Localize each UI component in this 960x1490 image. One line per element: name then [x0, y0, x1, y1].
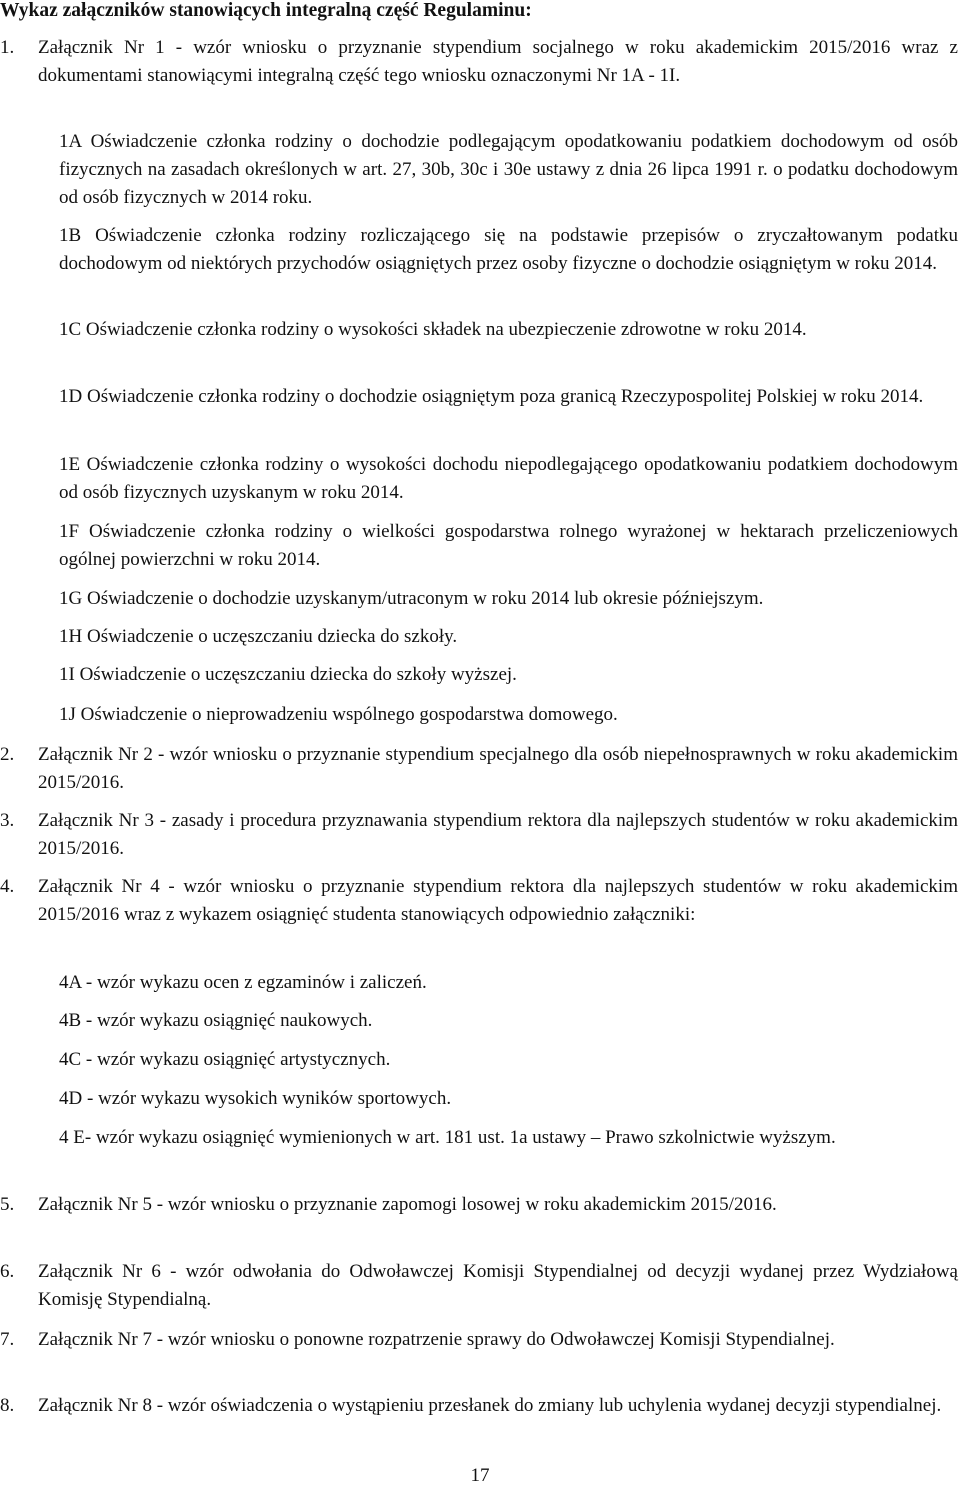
subitem-1B: 1B Oświadczenie członka rodziny rozliczającego się na podstawie przepisów o zryczałtowanym podatku dochodowym od niektórych przychodów osiągniętych przez osoby fizyczne o dochodzie osiągniętym w roku 2014. [59, 225, 958, 274]
item-4-text: Załącznik Nr 4 - wzór wniosku o przyznanie stypendium rektora dla najlepszych studentów w roku akademickim 2015/2016 wraz z wykazem osiągnięć studenta stanowiących odpowiednio załączniki: [38, 876, 958, 925]
subitem-1A: 1A Oświadczenie członka rodziny o dochodzie podlegającym opodatkowaniu podatkiem dochodowym od osób fizycznych na zasadach określonych w art. 27, 30b, 30c i 30e ustawy z dnia 26 lipca 1991 r. o podatku dochodowym od osób fizycznych w 2014 roku. [59, 131, 958, 208]
item-2-number: 2. [0, 744, 15, 765]
item-1-number: 1. [0, 37, 15, 58]
item-3-number: 3. [0, 810, 15, 831]
subitem-4C: 4C - wzór wykazu osiągnięć artystycznych. [59, 1049, 391, 1070]
subitem-1C: 1C Oświadczenie członka rodziny o wysokości składek na ubezpieczenie zdrowotne w roku 2014. [59, 319, 807, 340]
item-1-text: Załącznik Nr 1 - wzór wniosku o przyznanie stypendium socjalnego w roku akademickim 2015/2016 wraz z dokumentami stanowiącymi integralną część tego wniosku oznaczonymi Nr 1A - 1I. [38, 37, 958, 86]
subitem-4D: 4D - wzór wykazu wysokich wyników sportowych. [59, 1088, 452, 1109]
item-5-number: 5. [0, 1194, 15, 1215]
item-8-text: Załącznik Nr 8 - wzór oświadczenia o wystąpieniu przesłanek do zmiany lub uchylenia wydanej decyzji stypendialnej. [38, 1395, 942, 1416]
item-6-text: Załącznik Nr 6 - wzór odwołania do Odwoławczej Komisji Stypendialnej od decyzji wydanej przez Wydziałową Komisję Stypendialną. [38, 1261, 958, 1310]
item-5-text: Załącznik Nr 5 - wzór wniosku o przyznanie zapomogi losowej w roku akademickim 2015/2016. [38, 1194, 777, 1215]
subitem-4A: 4A - wzór wykazu ocen z egzaminów i zaliczeń. [59, 972, 427, 993]
subitem-1J: 1J Oświadczenie o nieprowadzeniu wspólnego gospodarstwa domowego. [59, 704, 618, 725]
item-7-text: Załącznik Nr 7 - wzór wniosku o ponowne rozpatrzenie sprawy do Odwoławczej Komisji Stypendialnej. [38, 1329, 835, 1350]
item-7-number: 7. [0, 1329, 15, 1350]
item-3-text: Załącznik Nr 3 - zasady i procedura przyznawania stypendium rektora dla najlepszych studentów w roku akademickim 2015/2016. [38, 810, 958, 859]
item-2-text: Załącznik Nr 2 - wzór wniosku o przyznanie stypendium specjalnego dla osób niepełnosprawnych w roku akademickim 2015/2016. [38, 744, 958, 793]
subitem-1D: 1D Oświadczenie członka rodziny o dochodzie osiągniętym poza granicą Rzeczypospolitej Polskiej w roku 2014. [59, 386, 924, 407]
subitem-1F: 1F Oświadczenie członka rodziny o wielkości gospodarstwa rolnego wyrażonej w hektarach przeliczeniowych ogólnej powierzchni w roku 2014. [59, 521, 958, 570]
subitem-1E: 1E Oświadczenie członka rodziny o wysokości dochodu niepodlegającego opodatkowaniu podatkiem dochodowym od osób fizycznych uzyskanym w roku 2014. [59, 454, 958, 503]
item-8-number: 8. [0, 1395, 15, 1416]
page-heading: Wykaz załączników stanowiących integralną część Regulaminu: [0, 0, 532, 21]
item-4-number: 4. [0, 876, 15, 897]
subitem-1H: 1H Oświadczenie o uczęszczaniu dziecka do szkoły. [59, 626, 458, 647]
subitem-4E: 4 E- wzór wykazu osiągnięć wymienionych w art. 181 ust. 1a ustawy – Prawo szkolnictwie wyższym. [59, 1127, 836, 1148]
subitem-1I: 1I Oświadczenie o uczęszczaniu dziecka do szkoły wyższej. [59, 664, 517, 685]
subitem-4B: 4B - wzór wykazu osiągnięć naukowych. [59, 1010, 373, 1031]
page-number: 17 [470, 1465, 490, 1486]
subitem-1G: 1G Oświadczenie o dochodzie uzyskanym/utraconym w roku 2014 lub okresie późniejszym. [59, 588, 764, 609]
item-6-number: 6. [0, 1261, 15, 1282]
